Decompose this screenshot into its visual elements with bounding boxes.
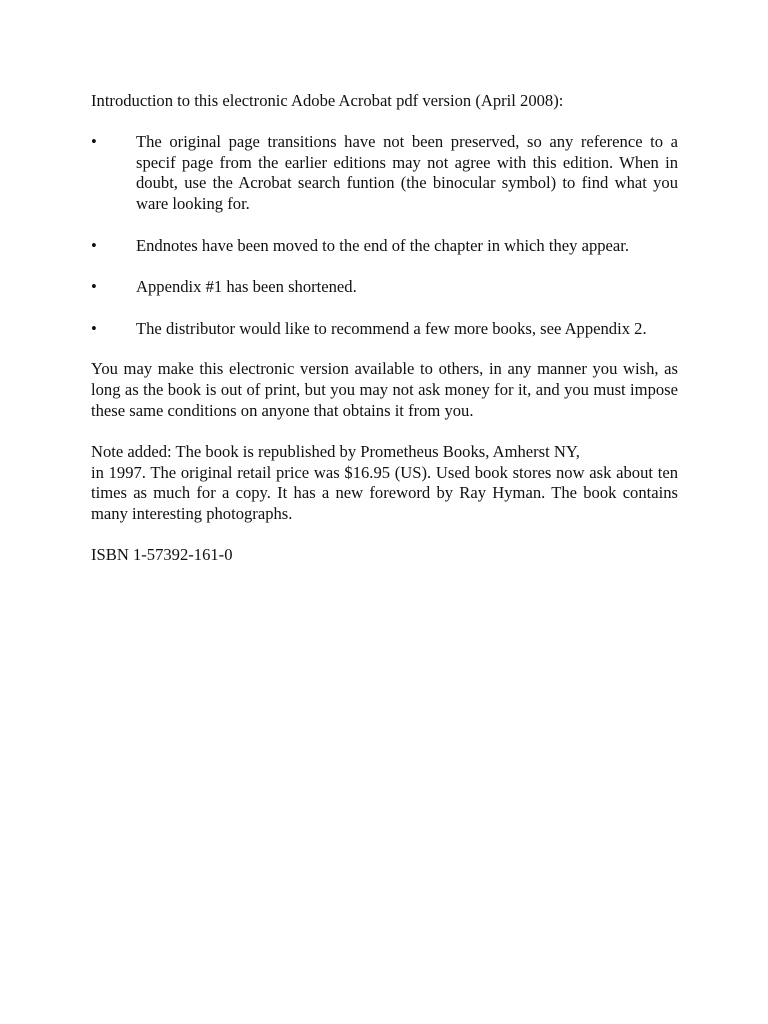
list-item-text: The distributor would like to recommend a few more books, see Appendix 2. [136,318,647,338]
intro-heading: Introduction to this electronic Adobe Acrobat pdf version (April 2008): [91,91,564,110]
note-body: in 1997. The original retail price was $16.95 (US). Used book stores now ask about ten times as much for a copy. It has a new foreword by Ray Hyman. The book contains many interesting photographs. [91,462,678,524]
bullet-icon: • [91,131,97,151]
list-item [91,236,678,257]
notes-list [91,132,678,340]
note-first-line: Note added: The book is republished by Prometheus Books, Amherst NY, [91,441,580,461]
list-item [91,319,678,340]
bullet-icon: • [91,235,97,255]
list-item-text: The original page transitions have not been preserved, so any reference to a specif page from the earlier editions may not agree with this edition. When in doubt, use the Acrobat search funtion (the binocular symbol) to find what you ware looking for. [136,131,678,214]
list-item-text: Endnotes have been moved to the end of the chapter in which they appear. [136,235,630,255]
list-item [91,132,678,215]
document-page [91,91,678,566]
isbn-line: ISBN 1-57392-161-0 [91,544,233,564]
note-paragraph [91,442,678,525]
bullet-icon: • [91,276,97,296]
list-item-text: Appendix #1 has been shortened. [136,276,357,296]
distribution-paragraph: You may make this electronic version available to others, in any manner you wish, as long as the book is out of print, but you may not ask money for it, and you must impose these same conditions on anyone that obtains it from you. [91,359,678,420]
list-item [91,277,678,298]
bullet-icon: • [91,318,97,338]
